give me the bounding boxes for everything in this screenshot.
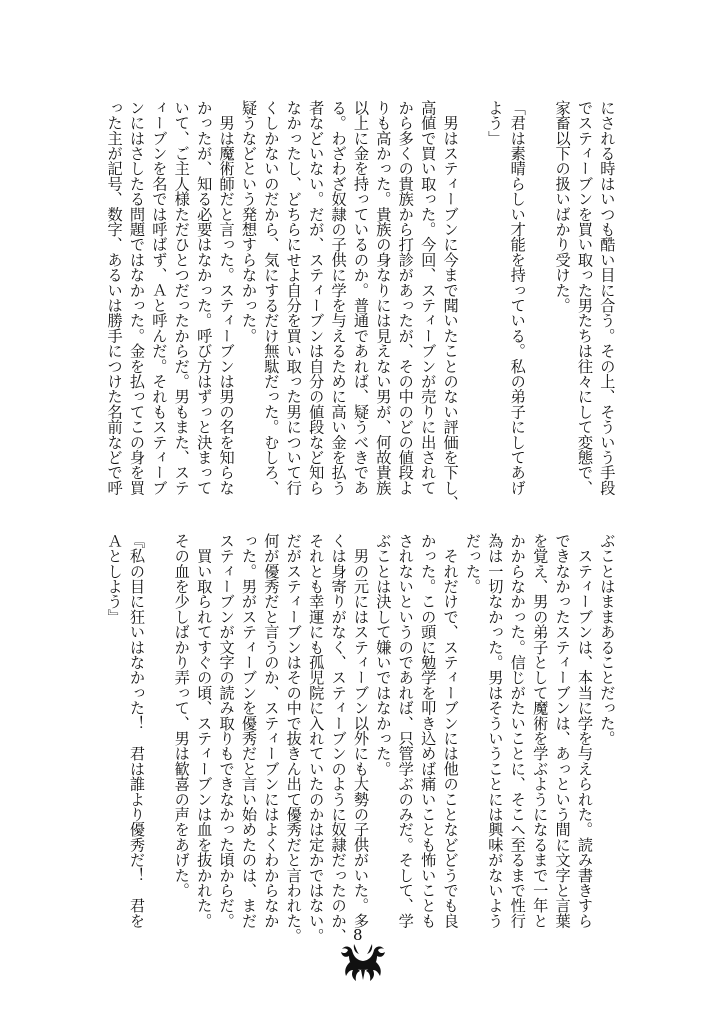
- ornament-icon: [340, 940, 386, 982]
- text-line: くは身寄りがなく、スティーブンのように奴隷だったのか、: [329, 533, 348, 944]
- text-line: ぶことは決して嫌いではなかった。: [374, 533, 393, 777]
- text-line: その血を少しばかり弄って、男は歓喜の声をあげた。: [172, 533, 191, 898]
- text-line: それとも幸運にも孤児院に入れていたのかは定かではない。: [307, 533, 326, 944]
- text-line: されないというのであれば、只管学ぶのみだ。そして、学: [396, 533, 415, 929]
- text-line: 為は一切なかった。男はそういうことには興味がないよう: [486, 533, 505, 929]
- upper-text-block: [0, 100, 725, 510]
- text-line: かったが、知る必要はなかった。呼び方はずっと決まって: [195, 100, 214, 496]
- text-line: 『私の目に狂いはなかった！ 君は誰より優秀だ！ 君を: [127, 533, 146, 929]
- text-line: 男の元にはスティーブン以外にも大勢の子供がいた。多: [351, 533, 370, 929]
- text-line: スティーブンは、本当に学を与えられた。読み書きすら: [575, 533, 594, 929]
- text-line: った。男がスティーブンを優秀だと言い始めたのは、まだ: [239, 533, 258, 929]
- text-line: それだけで、スティーブンには他のことなどどうでも良: [441, 533, 460, 929]
- text-line: る。わざわざ奴隷の子供に学を与えるために高い金を払う: [329, 100, 348, 496]
- text-line: だった。: [463, 533, 482, 594]
- text-line: くしかないのだから、気にするだけ無駄だった。むしろ、: [262, 100, 281, 496]
- text-line: だがスティーブンはその中で抜きん出て優秀だと言われた。: [284, 533, 303, 944]
- text-line: かった。この頭に勉学を叩き込めば痛いことも怖いことも: [419, 533, 438, 929]
- text-line: 疑うなどという発想すらなかった。: [239, 100, 258, 344]
- text-line: かからなかった。信じがたいことに、そこへ至るまで性行: [508, 533, 527, 929]
- text-line: った主が記号、数字、あるいは勝手につけた名前などで呼: [105, 100, 124, 496]
- text-line: なかったし、どちらにせよ自分を買い取った男について行: [284, 100, 303, 496]
- text-line: 「君は素晴らしい才能を持っている。私の弟子にしてあげ: [508, 100, 527, 496]
- text-line: りも高かった。貴族の身なりには見えない男が、何故貴族: [374, 100, 393, 496]
- lower-text-block: [0, 533, 725, 944]
- text-line: 何が優秀だと言うのか、スティーブンにはよくわからなか: [262, 533, 281, 929]
- text-line: 男は魔術師だと言った。スティーブンは男の名を知らな: [217, 100, 236, 496]
- text-line: できなかったスティーブンは、あっという間に文字と言葉: [553, 533, 572, 929]
- text-line: を覚え、男の弟子として魔術を学ぶようになるまで一年と: [531, 533, 550, 929]
- text-line: Ａとしよう』: [105, 533, 124, 625]
- text-line: よう」: [486, 100, 505, 146]
- text-line: 買い取られてすぐの頃、スティーブンは血を抜かれた。: [195, 533, 214, 929]
- text-line: から多くの貴族から打診があったが、その中のどの値段よ: [396, 100, 415, 496]
- text-line: 家畜以下の扱いばかり受けた。: [553, 100, 572, 313]
- text-line: にされる時はいつも酷い目に合う。その上、そういう手段: [598, 100, 617, 496]
- text-line: ンにはさしたる問題ではなかった。金を払ってこの身を買: [127, 100, 146, 496]
- text-line: スティーブンが文字の読み取りもできなかった頃からだ。: [217, 533, 236, 929]
- text-line: ィーブンを名では呼ばず、Ａと呼んだ。それもスティーブ: [150, 100, 169, 496]
- text-line: いて、ご主人様ただひとつだったからだ。男もまた、ステ: [172, 100, 191, 496]
- text-line: でスティーブンを買い取った男たちは往々にして変態で、: [575, 100, 594, 496]
- text-line: 者などいない。だが、スティーブンは自分の値段など知ら: [307, 100, 326, 496]
- text-line: 高値で買い取った。今回、スティーブンが売りに出されて: [419, 100, 438, 496]
- text-line: 以上に金を持っているのか。普通であれば、疑うべきであ: [351, 100, 370, 496]
- page-number: 8: [353, 926, 363, 944]
- text-line: 男はスティーブンに今まで聞いたことのない評価を下し、: [441, 100, 460, 511]
- text-line: ぶことはままあることだった。: [598, 533, 617, 746]
